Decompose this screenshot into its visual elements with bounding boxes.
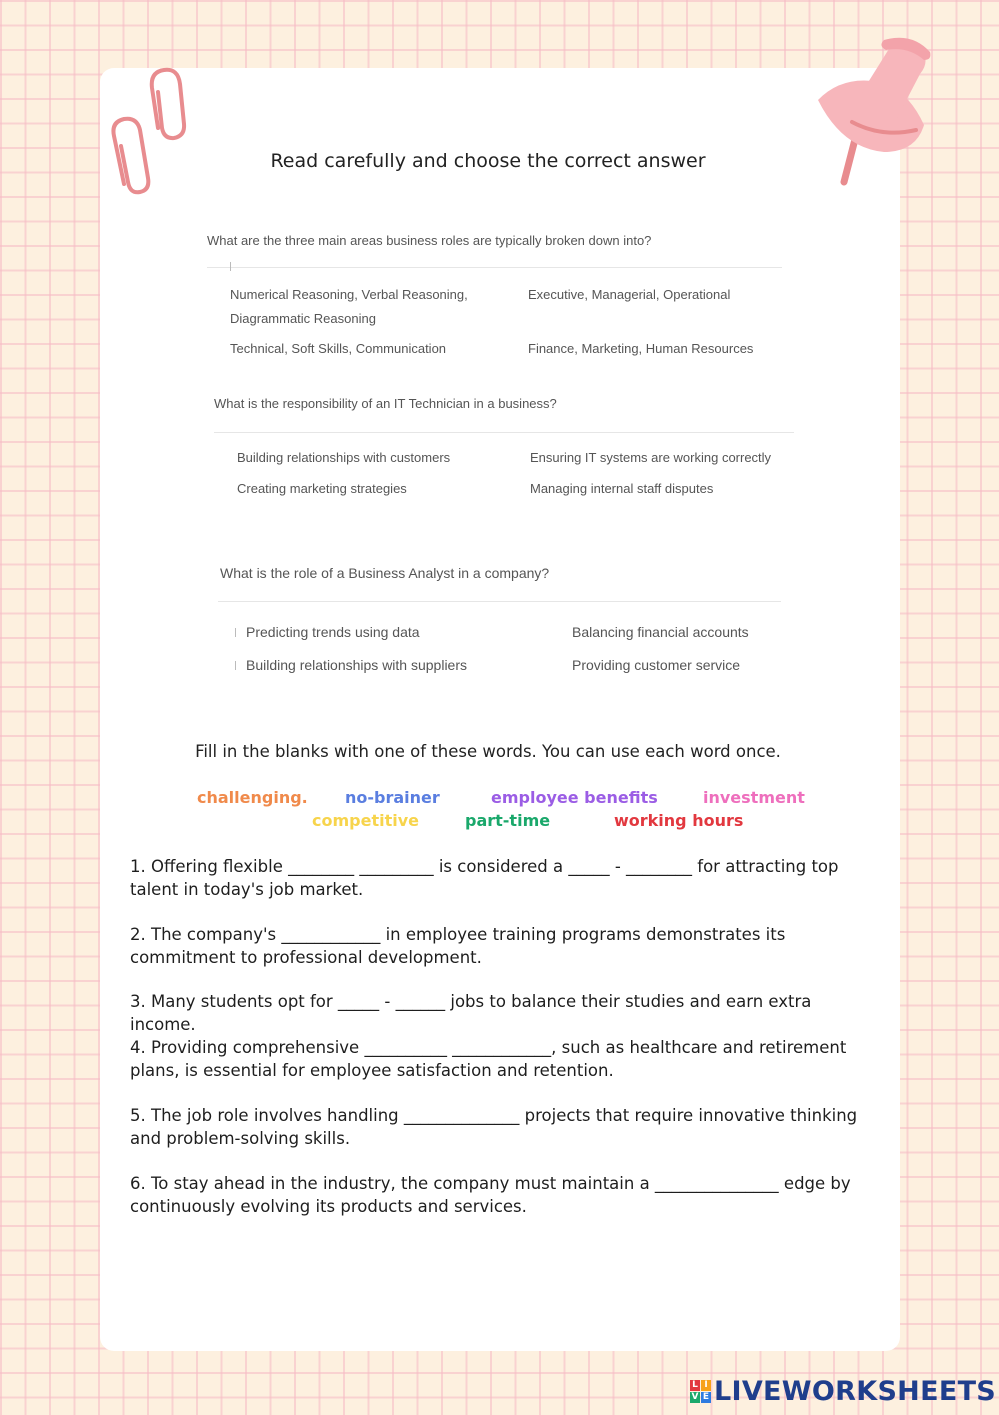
word-competitive: competitive: [312, 811, 419, 830]
question-3-divider: [218, 601, 781, 602]
word-employee-benefits: employee benefits: [491, 788, 658, 807]
word-investment: investment: [703, 788, 805, 807]
logo-mark-l: L: [690, 1380, 700, 1391]
question-1: What are the three main areas business roles are typically broken down into?: [207, 233, 652, 248]
q1-option-3[interactable]: Technical, Soft Skills, Communication: [230, 341, 447, 356]
q3-marker-2: [235, 661, 236, 670]
page-title: Read carefully and choose the correct answer: [270, 150, 706, 172]
q2-option-3[interactable]: Creating marketing strategies: [237, 481, 407, 496]
q3-marker-1: [235, 628, 236, 637]
q2-option-1[interactable]: Building relationships with customers: [237, 450, 451, 465]
sentence-1[interactable]: 1. Offering flexible ________ _________ is considered a _____ - ________ for attracting top talent in today's job market.: [130, 857, 839, 899]
word-working-hours: working hours: [614, 811, 744, 830]
logo-mark-i: I: [701, 1380, 711, 1391]
sentence-6[interactable]: 6. To stay ahead in the industry, the company must maintain a _______________ edge by continuously evolving its products and services.: [130, 1174, 851, 1216]
q2-option-4[interactable]: Managing internal staff disputes: [530, 481, 714, 496]
worksheet-card: [100, 68, 900, 1351]
question-1-input-marker: [230, 262, 231, 271]
sentence-2[interactable]: 2. The company's ____________ in employee training programs demonstrates its commitment to professional development.: [130, 925, 786, 967]
sentence-5[interactable]: 5. The job role involves handling ______________ projects that require innovative thinking and problem-solving skills.: [130, 1106, 858, 1148]
q3-option-1[interactable]: Predicting trends using data: [246, 624, 420, 640]
liveworksheets-logo[interactable]: [690, 1372, 996, 1410]
logo-text: LIVEWORKSHEETS: [714, 1375, 997, 1407]
question-2-divider: [214, 432, 794, 433]
q3-option-2[interactable]: Balancing financial accounts: [572, 624, 749, 640]
q1-option-2[interactable]: Executive, Managerial, Operational: [528, 287, 731, 302]
q1-option-1[interactable]: Numerical Reasoning, Verbal Reasoning, Diagrammatic Reasoning: [230, 287, 468, 326]
logo-mark-icon: [690, 1380, 711, 1403]
question-3: What is the role of a Business Analyst in a company?: [220, 565, 550, 581]
q3-option-3[interactable]: Building relationships with suppliers: [246, 657, 468, 673]
logo-mark-v: V: [691, 1391, 699, 1402]
q3-option-4[interactable]: Providing customer service: [572, 657, 741, 673]
question-2: What is the responsibility of an IT Technician in a business?: [214, 396, 557, 411]
q1-option-4[interactable]: Finance, Marketing, Human Resources: [528, 341, 754, 356]
word-no-brainer: no-brainer: [345, 788, 440, 807]
word-challenging: challenging.: [197, 788, 308, 807]
word-part-time: part-time: [465, 811, 551, 830]
question-1-divider: [207, 267, 782, 268]
paperclip-icon: [108, 66, 188, 201]
logo-mark-e: E: [702, 1391, 710, 1402]
fill-instruction: Fill in the blanks with one of these words. You can use each word once.: [195, 742, 781, 761]
sentence-3[interactable]: 3. Many students opt for _____ - ______ jobs to balance their studies and earn extra income.: [130, 992, 812, 1034]
sentence-4[interactable]: 4. Providing comprehensive __________ ____________, such as healthcare and retirement plans, is essential for employee satisfaction and retention.: [130, 1038, 847, 1080]
q2-option-2[interactable]: Ensuring IT systems are working correctly: [530, 450, 772, 465]
